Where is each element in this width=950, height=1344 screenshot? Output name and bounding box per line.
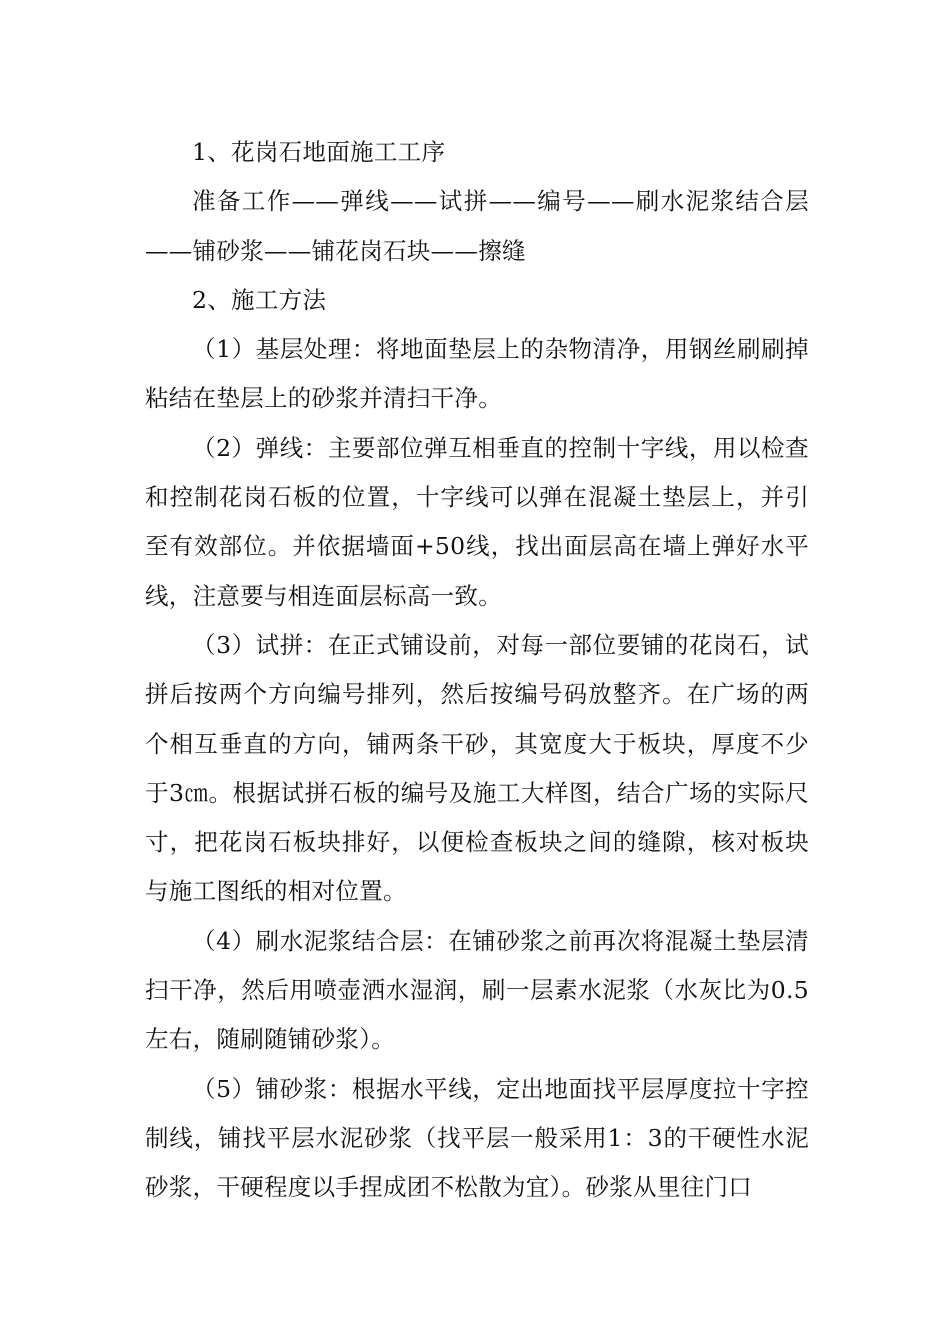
process-steps-paragraph: 准备工作——弹线——试拼——编号——刷水泥浆结合层——铺砂浆——铺花岗石块——擦缝	[145, 187, 809, 265]
step-lay-mortar: （5）铺砂浆：根据水平线，定出地面找平层厚度拉十字控制线，铺找平层水泥砂浆（找平层一般采用1：3的干硬性水泥砂浆，干硬程度以手捏成团不松散为宜）。砂浆从里往门口	[145, 1074, 809, 1202]
step-snap-line: （2）弹线：主要部位弹互相垂直的控制十字线，用以检查和控制花岗石板的位置，十字线可以弹在混凝土垫层上，并引至有效部位。并依据墙面+50线，找出面层高在墙上弹好水平线，注意要与相连面层标高一致。	[145, 433, 809, 610]
step-base-treatment: （1）基层处理：将地面垫层上的杂物清净，用钢丝刷刷掉粘结在垫层上的砂浆并清扫干净。	[145, 335, 809, 413]
section-heading-method: 2、施工方法	[192, 285, 327, 314]
document-page	[145, 128, 809, 1213]
section-heading-process: 1、花岗石地面施工工序	[192, 138, 446, 166]
step-trial-layout: （3）试拼：在正式铺设前，对每一部位要铺的花岗石，试拼后按两个方向编号排列，然后按编号码放整齐。在广场的两个相互垂直的方向，铺两条干砂，其宽度大于板块，厚度不少于3㎝。根据试拼石板的编号及施工大样图，结合广场的实际尺寸，把花岗石板块排好，以便检查板块之间的缝隙，核对板块与施工图纸的相对位置。	[145, 630, 809, 906]
step-cement-bond-coat: （4）刷水泥浆结合层：在铺砂浆之前再次将混凝土垫层清扫干净，然后用喷壶洒水湿润，刷一层素水泥浆（水灰比为0.5左右，随刷随铺砂浆）。	[145, 926, 809, 1054]
